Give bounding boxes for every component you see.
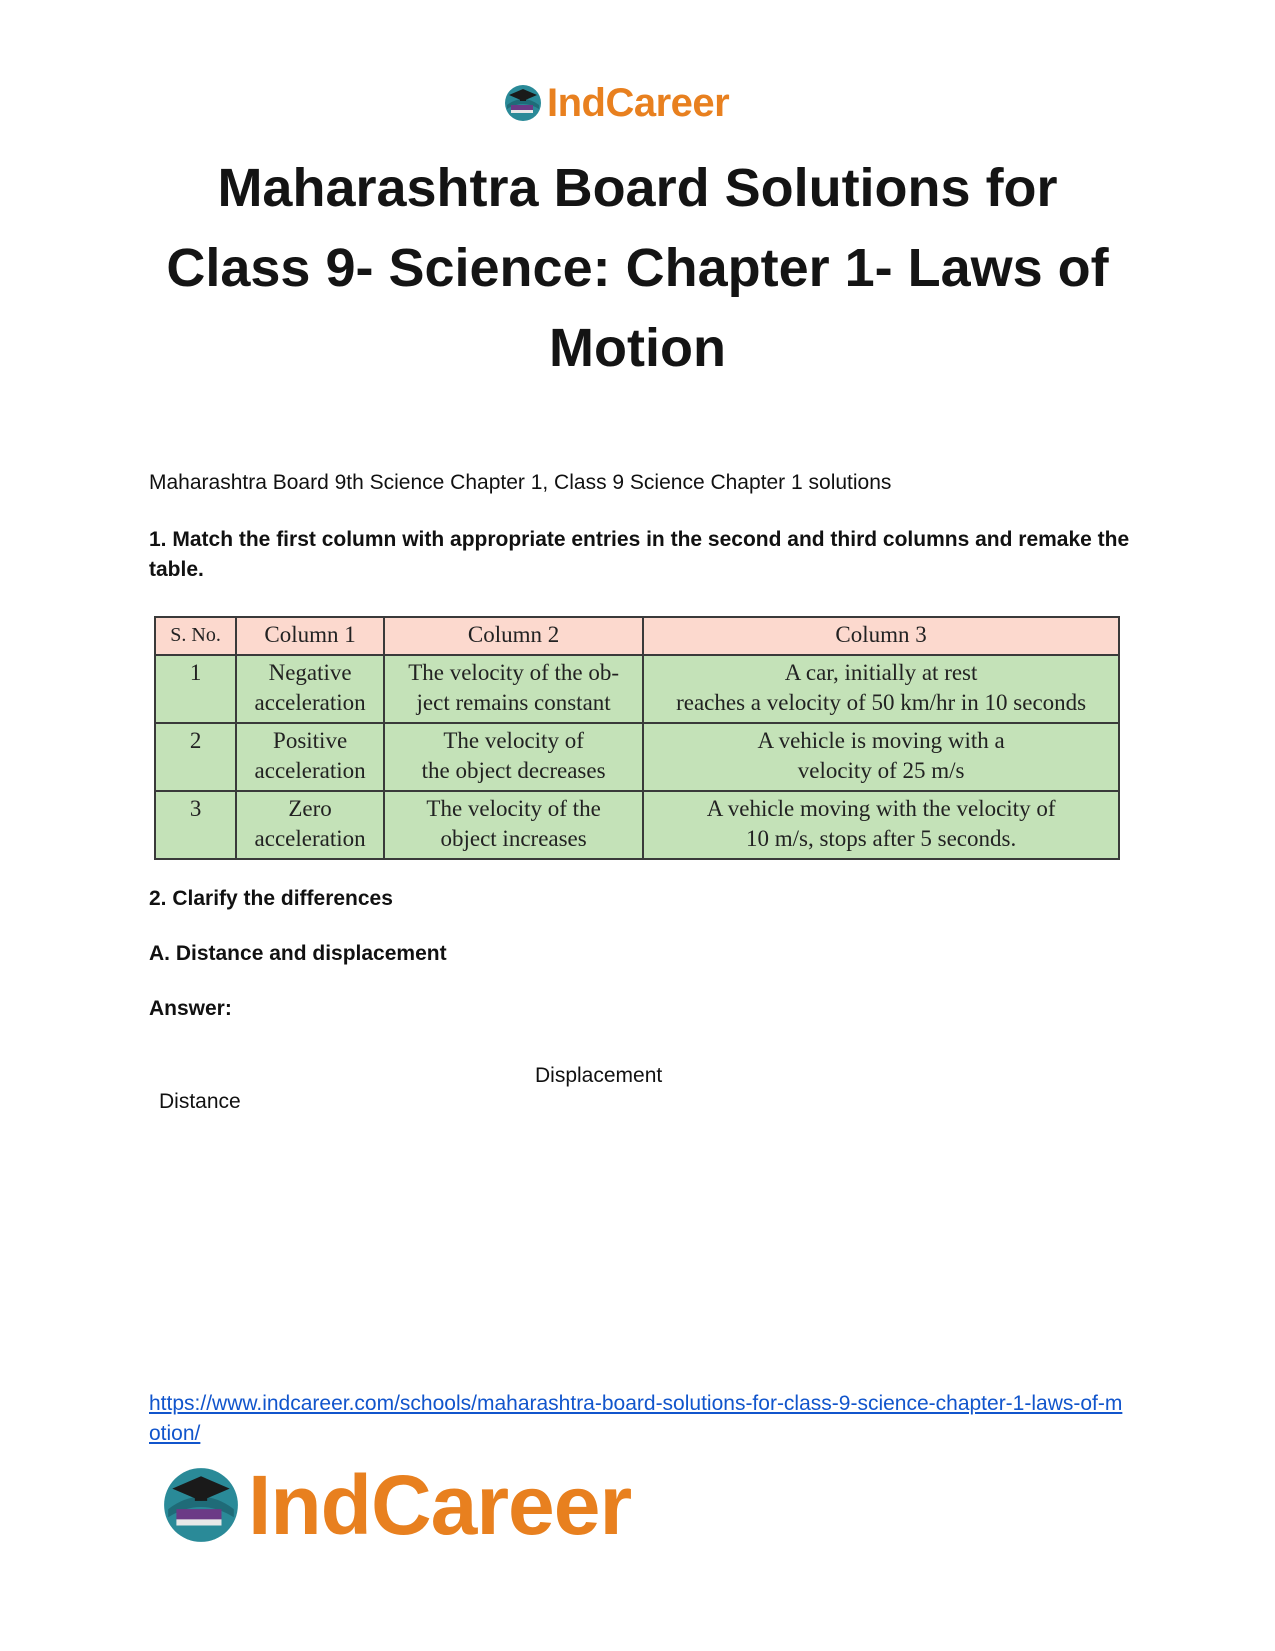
cell-column-3 xyxy=(643,791,1119,859)
cell-line: object increases xyxy=(440,826,587,851)
cell-line: 10 m/s, stops after 5 seconds. xyxy=(745,826,1017,851)
header-column-3: Column 3 xyxy=(643,617,1119,655)
cell-line: the object decreases xyxy=(421,758,606,783)
cell-line: The velocity of the ob- xyxy=(408,660,619,685)
brand-logo-top xyxy=(503,80,729,126)
globe-graduation-cap-icon xyxy=(503,83,543,123)
cell-line: Zero xyxy=(288,796,332,821)
cell-sno: 2 xyxy=(155,723,236,791)
header-sno: S. No. xyxy=(155,617,236,655)
cell-line: A vehicle is moving with a xyxy=(757,728,1005,753)
cell-line: Negative xyxy=(268,660,352,685)
cell-line: reaches a velocity of 50 km/hr in 10 seconds xyxy=(676,690,1087,715)
header-column-1: Column 1 xyxy=(236,617,384,655)
cell-column-1 xyxy=(236,723,384,791)
answer-header-distance: Distance xyxy=(159,1090,241,1113)
cell-column-2 xyxy=(384,791,643,859)
part-a-heading: A. Distance and displacement xyxy=(149,942,447,965)
cell-column-2 xyxy=(384,723,643,791)
cell-column-1 xyxy=(236,655,384,723)
globe-graduation-cap-icon xyxy=(160,1464,242,1546)
match-table xyxy=(154,616,1120,860)
brand-logo-bottom xyxy=(160,1460,631,1550)
cell-line: The velocity of xyxy=(443,728,584,753)
cell-line: acceleration xyxy=(254,758,366,783)
answer-label: Answer: xyxy=(149,997,232,1020)
cell-column-3 xyxy=(643,655,1119,723)
cell-line: Positive xyxy=(273,728,348,753)
cell-sno: 3 xyxy=(155,791,236,859)
table-row xyxy=(155,791,1119,859)
cell-line: ject remains constant xyxy=(416,690,611,715)
page-title xyxy=(130,148,1145,388)
cell-line: The velocity of the xyxy=(426,796,601,821)
table-header-row xyxy=(155,617,1119,655)
cell-column-2 xyxy=(384,655,643,723)
table-row xyxy=(155,723,1119,791)
title-line: Class 9- Science: Chapter 1- Laws of xyxy=(166,238,1109,298)
cell-line: velocity of 25 m/s xyxy=(797,758,965,783)
cell-column-1 xyxy=(236,791,384,859)
intro-text: Maharashtra Board 9th Science Chapter 1, Class 9 Science Chapter 1 solutions xyxy=(149,471,892,494)
brand-wordmark: IndCareer xyxy=(547,81,730,125)
brand-wordmark: IndCareer xyxy=(248,1458,632,1552)
table-row xyxy=(155,655,1119,723)
title-line: Motion xyxy=(549,318,726,378)
cell-sno: 1 xyxy=(155,655,236,723)
source-link[interactable]: https://www.indcareer.com/schools/maharashtra-board-solutions-for-class-9-science-chapter-1-laws-of-motion/ xyxy=(149,1392,1123,1445)
question-1: 1. Match the first column with appropriate entries in the second and third columns and remake the table. xyxy=(149,528,1130,581)
cell-line: acceleration xyxy=(254,826,366,851)
answer-header-displacement: Displacement xyxy=(535,1064,663,1087)
cell-line: A car, initially at rest xyxy=(784,660,978,685)
cell-line: A vehicle moving with the velocity of xyxy=(706,796,1056,821)
cell-column-3 xyxy=(643,723,1119,791)
title-line: Maharashtra Board Solutions for xyxy=(217,158,1058,218)
question-2: 2. Clarify the differences xyxy=(149,887,393,910)
header-column-2: Column 2 xyxy=(384,617,643,655)
cell-line: acceleration xyxy=(254,690,366,715)
